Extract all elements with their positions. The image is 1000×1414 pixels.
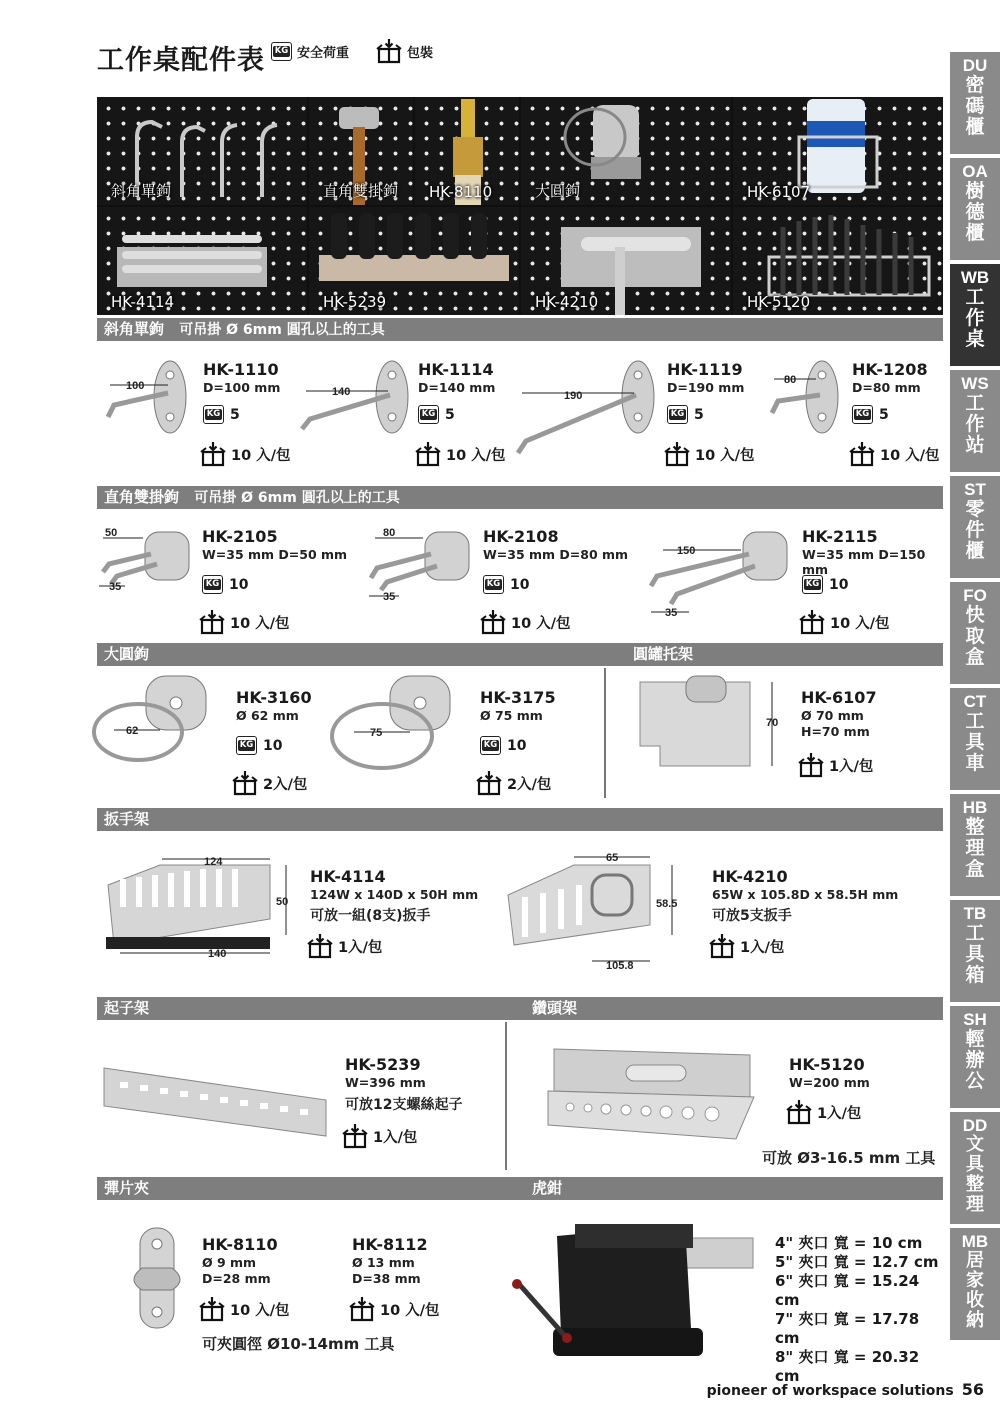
section-ring-hook (97, 643, 943, 666)
package-box-icon (342, 1123, 368, 1149)
vise-spec-line: 8" 夾口 寬 = 20.32 cm (775, 1348, 920, 1385)
hook-dim: 80 (784, 374, 797, 386)
kg-weight-icon: KG (483, 575, 504, 594)
pack-qty: 1入/包 (798, 752, 873, 778)
section-title: 扳手架 (104, 810, 150, 828)
product-spec: D=80 mm (852, 380, 921, 395)
rack-dim-bottom: 140 (208, 948, 227, 960)
hook-drawing (512, 357, 662, 457)
sidebar-tab-hb[interactable]: HB 整理盒 (950, 794, 1000, 896)
load-rating: KG 10 (480, 736, 526, 755)
legend-pack (376, 38, 433, 64)
photo-caption: HK-5239 (323, 293, 387, 311)
product-code: HK-2108 (483, 527, 559, 546)
product-photo-grid (97, 97, 943, 315)
photo-screwdriver-rack (309, 207, 519, 315)
product-code: HK-3175 (480, 688, 556, 707)
photo-caption: HK-6107 (747, 183, 811, 201)
screwdriver-rack-drawing (100, 1060, 332, 1140)
sidebar-tab-du[interactable]: DU 密碼櫃 (950, 52, 1000, 154)
section-double-hook (97, 486, 943, 509)
photo-caption: 斜角單鉤 (111, 182, 172, 200)
section-divider (505, 1022, 507, 1170)
kg-weight-icon: KG (271, 42, 292, 61)
sidebar-tab-wb[interactable]: WB 工作桌 (950, 264, 1000, 366)
product-spec: D=100 mm (203, 380, 281, 395)
product-spec: W=396 mm (345, 1075, 426, 1090)
product-spec: 65W x 105.8D x 58.5H mm (712, 887, 899, 902)
photo-caption: 大圓鉤 (535, 182, 581, 200)
product-code: HK-5239 (345, 1055, 421, 1074)
section-title-drill-rack: 鑽頭架 (532, 999, 578, 1017)
page-number: 56 (961, 1380, 984, 1399)
pack-qty: 10 入/包 (664, 441, 755, 467)
section-note: 可吊掛 Ø 6mm 圓孔以上的工具 (194, 490, 400, 506)
package-box-icon (664, 441, 690, 467)
product-spec: D=190 mm (667, 380, 745, 395)
hook-drawing (764, 357, 844, 437)
hook-dim-width: 35 (109, 581, 122, 593)
legend-load (271, 42, 349, 61)
can-holder-drawing (630, 674, 790, 774)
pack-qty: 1入/包 (709, 933, 784, 959)
sidebar-tab-dd[interactable]: DD 文具整理 (950, 1112, 1000, 1224)
ring-hook-drawing (90, 670, 230, 780)
product-desc: 可放 Ø3-16.5 mm 工具 (762, 1149, 936, 1167)
package-box-icon (476, 770, 502, 796)
package-box-icon (415, 441, 441, 467)
package-box-icon (349, 1296, 375, 1322)
section-title: 大圓鉤 (104, 645, 150, 663)
kg-weight-icon: KG (236, 736, 257, 755)
product-code: HK-4210 (712, 867, 788, 886)
kg-weight-icon: KG (802, 575, 823, 594)
hook-drawing (296, 357, 416, 437)
photo-caption: HK-5120 (747, 293, 811, 311)
product-desc: 可放5支扳手 (712, 908, 792, 924)
product-desc: 可放一組(8支)扳手 (310, 908, 431, 924)
product-code: HK-1208 (852, 360, 928, 379)
hook-drawing (100, 357, 192, 437)
can-holder-item (630, 670, 945, 800)
sidebar-tab-sh[interactable]: SH 輕辦公 (950, 1006, 1000, 1108)
ring-dim: 75 (370, 727, 383, 739)
bench-vise-drawing (505, 1216, 760, 1376)
package-box-icon (199, 609, 225, 635)
wrench-rack-drawing (500, 845, 700, 970)
section-title: 彈片夾 (104, 1179, 150, 1197)
package-box-icon (232, 770, 258, 796)
sidebar-tab-oa[interactable]: OA 樹德櫃 (950, 158, 1000, 260)
product-spec-depth: D=28 mm (202, 1271, 271, 1286)
photo-double-hook (309, 97, 413, 205)
legend-load-label: 安全荷重 (297, 46, 350, 61)
ring-hook-row (90, 670, 610, 800)
double-hook-row (95, 522, 945, 642)
product-code: HK-8112 (352, 1235, 428, 1254)
product-spec: Ø 9 mm (202, 1255, 257, 1270)
pack-qty: 1入/包 (307, 933, 382, 959)
double-hook-drawing (95, 524, 195, 604)
double-hook-drawing (365, 524, 475, 609)
product-spec: D=140 mm (418, 380, 496, 395)
section-title-vise: 虎鉗 (532, 1179, 563, 1197)
package-box-icon (799, 609, 825, 635)
ring-hook-drawing (330, 670, 470, 780)
clip-note: 可夾圓徑 Ø10-14mm 工具 (202, 1335, 395, 1353)
package-box-icon (199, 1296, 225, 1322)
hook-dim-depth: 50 (105, 527, 118, 539)
product-code: HK-1114 (418, 360, 494, 379)
product-code: HK-4114 (310, 867, 386, 886)
kg-weight-icon: KG (202, 575, 223, 594)
hook-dim-depth: 80 (383, 527, 396, 539)
load-rating: KG 10 (236, 736, 282, 755)
pack-qty: 10 入/包 (799, 609, 890, 635)
photo-caption: HK-4114 (111, 293, 175, 311)
hook-dim: 190 (564, 390, 583, 402)
product-code: HK-1119 (667, 360, 743, 379)
load-rating: KG 10 (802, 575, 848, 594)
load-rating: KG 5 (203, 405, 240, 424)
product-spec: W=35 mm D=80 mm (483, 547, 629, 562)
section-title: 斜角單鉤 (104, 320, 165, 338)
vise-spec-list (775, 1234, 945, 1386)
kg-weight-icon: KG (480, 736, 501, 755)
rack-dim-top: 124 (204, 856, 223, 868)
pack-qty: 10 入/包 (199, 609, 290, 635)
product-code: HK-2115 (802, 527, 878, 546)
package-box-icon (480, 609, 506, 635)
angled-hook-row (100, 355, 960, 475)
screwdriver-rack-item (100, 1040, 500, 1170)
package-box-icon (376, 38, 402, 64)
sidebar-tab-fo[interactable]: FO 快取盒 (950, 582, 1000, 684)
rack-dim-bottom: 105.8 (606, 960, 634, 970)
section-title-can-holder: 圓罐托架 (633, 645, 694, 663)
package-box-icon (798, 752, 824, 778)
package-box-icon (200, 441, 226, 467)
legend-pack-label: 包裝 (407, 45, 434, 61)
pack-qty: 10 入/包 (480, 609, 571, 635)
product-spec: Ø 70 mm (801, 708, 864, 723)
section-note: 可吊掛 Ø 6mm 圓孔以上的工具 (179, 322, 385, 338)
photo-caption: 直角雙掛鉤 (323, 182, 399, 200)
can-holder-dim: 70 (766, 717, 779, 729)
page-footer (707, 1380, 984, 1399)
hook-dim: 100 (126, 380, 145, 392)
sidebar-tab-mb[interactable]: MB 居家收納 (950, 1228, 1000, 1340)
section-angled-hook (97, 318, 943, 341)
drill-rack-item (540, 1035, 945, 1175)
product-spec: W=35 mm D=150 mm (802, 547, 926, 577)
load-rating: KG 5 (418, 405, 455, 424)
product-spec-height: H=70 mm (801, 724, 870, 739)
product-spec: Ø 75 mm (480, 708, 543, 723)
vise-item (505, 1210, 945, 1385)
pack-qty: 10 入/包 (349, 1296, 440, 1322)
section-screwdriver-rack (97, 997, 943, 1020)
photo-drill-rack (733, 207, 943, 315)
clip-drawing (122, 1224, 192, 1334)
product-code: HK-1110 (203, 360, 279, 379)
load-rating: KG 10 (202, 575, 248, 594)
rack-dim-side: 50 (276, 896, 289, 908)
vise-spec-line: 7" 夾口 寬 = 17.78 cm (775, 1310, 920, 1347)
kg-weight-icon: KG (852, 405, 873, 424)
product-spec: W=35 mm D=50 mm (202, 547, 348, 562)
pack-qty: 1入/包 (786, 1099, 861, 1125)
section-clip (97, 1177, 943, 1200)
sidebar-tab-ct[interactable]: CT 工具車 (950, 688, 1000, 790)
product-desc: 可放12支螺絲起子 (345, 1097, 463, 1113)
product-spec: 124W x 140D x 50H mm (310, 887, 479, 902)
vise-spec-line: 5" 夾口 寬 = 12.7 cm (775, 1253, 939, 1271)
rack-dim-top: 65 (606, 852, 619, 864)
photo-ring-hook (521, 97, 731, 205)
package-box-icon (786, 1099, 812, 1125)
clip-row (110, 1220, 490, 1360)
load-rating: KG 10 (483, 575, 529, 594)
wrench-rack-row (100, 845, 950, 980)
package-box-icon (307, 933, 333, 959)
vise-spec-line: 6" 夾口 寬 = 15.24 cm (775, 1272, 920, 1309)
sidebar-tab-ws[interactable]: WS 工作站 (950, 370, 1000, 472)
pack-qty: 10 入/包 (415, 441, 506, 467)
photo-wrench-rack-small (521, 207, 731, 315)
kg-weight-icon: KG (203, 405, 224, 424)
pack-qty: 2入/包 (232, 770, 307, 796)
photo-can-holder (733, 97, 943, 205)
package-box-icon (849, 441, 875, 467)
section-title: 起子架 (104, 999, 150, 1017)
product-code: HK-3160 (236, 688, 312, 707)
vise-spec-line: 4" 夾口 寬 = 10 cm (775, 1234, 923, 1252)
product-spec: Ø 13 mm (352, 1255, 415, 1270)
hook-dim: 140 (332, 386, 351, 398)
page-title: 工作桌配件表 (97, 45, 265, 76)
photo-caption: HK-4210 (535, 293, 599, 311)
pack-qty: 2入/包 (476, 770, 551, 796)
pack-qty: 10 入/包 (849, 441, 940, 467)
drill-rack-drawing (540, 1045, 760, 1145)
pack-qty: 10 入/包 (200, 441, 291, 467)
double-hook-drawing (645, 524, 795, 619)
sidebar-tab-st[interactable]: ST 零件櫃 (950, 476, 1000, 578)
ring-dim: 62 (126, 725, 139, 737)
hook-dim-width: 35 (383, 591, 396, 603)
product-spec-depth: D=38 mm (352, 1271, 421, 1286)
footer-tagline: pioneer of workspace solutions (706, 1383, 954, 1399)
kg-weight-icon: KG (418, 405, 439, 424)
kg-weight-icon: KG (667, 405, 688, 424)
pack-qty: 1入/包 (342, 1123, 417, 1149)
load-rating: KG 5 (667, 405, 704, 424)
pack-qty: 10 入/包 (199, 1296, 290, 1322)
product-code: HK-8110 (202, 1235, 278, 1254)
product-spec: Ø 62 mm (236, 708, 299, 723)
hook-dim-depth: 150 (677, 545, 696, 557)
sidebar-tab-tb[interactable]: TB 工具箱 (950, 900, 1000, 1002)
product-code: HK-6107 (801, 688, 877, 707)
section-wrench-rack (97, 808, 943, 831)
photo-caption: HK-8110 (429, 183, 493, 201)
package-box-icon (709, 933, 735, 959)
photo-angled-hook (97, 97, 307, 205)
rack-dim-side: 58.5 (656, 898, 678, 910)
photo-wrench-rack (97, 207, 307, 315)
wrench-rack-drawing (100, 845, 300, 965)
product-code: HK-5120 (789, 1055, 865, 1074)
photo-clip (415, 97, 519, 205)
load-rating: KG 5 (852, 405, 889, 424)
product-spec: W=200 mm (789, 1075, 870, 1090)
section-title: 直角雙掛鉤 (104, 488, 180, 506)
hook-dim-width: 35 (665, 607, 678, 619)
product-code: HK-2105 (202, 527, 278, 546)
